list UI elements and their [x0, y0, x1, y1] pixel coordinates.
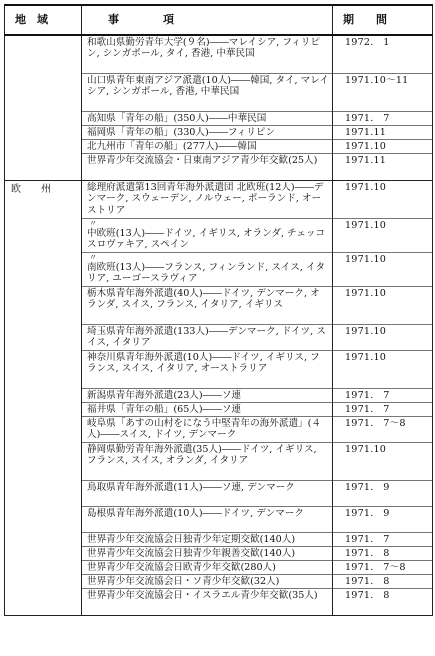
europe-dates-cell — [333, 181, 433, 616]
entry-date: 1971. 8 — [345, 590, 390, 601]
europe-items-cell — [82, 181, 333, 616]
asia-group-row — [5, 35, 433, 181]
header-region: 地 域 — [5, 5, 82, 35]
entry-text: 岐阜県「あすの山村をになう中堅青年の海外派遣」(４人)――スイス, ドイツ, デンマーク — [82, 417, 332, 443]
entry-date: 1971.10 — [333, 287, 432, 325]
entry-text: 鳥取県青年海外派遣(11人)――ソ連, デンマーク — [82, 481, 332, 507]
entry-date: 1971.10 — [333, 253, 432, 287]
entry-date: 1971.10 — [333, 219, 432, 253]
entry-text: 〃 中欧班(13人)――ドイツ, イギリス, オランダ, チェッコスロヴァキア, スペイン — [82, 219, 332, 253]
entry-text: 世界青少年交流協会日・ソ青少年交歓(32人) — [82, 575, 332, 589]
entry-date: 1971. 8 — [333, 575, 432, 589]
header-item: 事 項 — [82, 5, 333, 35]
entry-date: 1971. 7 — [333, 533, 432, 547]
entry-text: 北九州市「青年の船」(277人)――韓国 — [82, 140, 332, 154]
entry-date: 1972. 1 — [333, 36, 432, 74]
entry-text: 総理府派遣第13回青年海外派遣団 北欧班(12人)――デンマーク, スウェーデン, ノルウェー, ポーランド, オーストリア — [82, 181, 332, 219]
entry-date: 1971.10 — [333, 140, 432, 154]
entry-text: 世界青少年交流協会日独青少年親善交歓(140人) — [82, 547, 332, 561]
entry-date: 1971. 7 — [333, 389, 432, 403]
entry-text: 福岡県「青年の船」(330人)――フィリピン — [82, 126, 332, 140]
entry-text: 〃 南欧班(13人)――フランス, フィンランド, スイス, イタリア, ユーゴースラヴィア — [82, 253, 332, 287]
entry-date: 1971.10 — [333, 325, 432, 351]
entry-text: 世界青少年交流協会日・イスラエル青少年交歓(35人) — [87, 590, 318, 601]
entry-text: 埼玉県青年海外派遣(133人)――デンマーク, ドイツ, スイス, イタリア — [82, 325, 332, 351]
ditto-mark: 〃 — [89, 219, 97, 228]
asia-items-cell — [82, 35, 333, 181]
entry-text: 高知県「青年の船」(350人)――中華民国 — [82, 112, 332, 126]
asia-region-cell — [5, 35, 82, 181]
entry-date: 1971.11 — [345, 155, 387, 166]
entry-text: 新潟県青年海外派遣(23人)――ソ連 — [82, 389, 332, 403]
exchange-table — [4, 4, 433, 616]
entry-date: 1971.11 — [333, 126, 432, 140]
entry-text: 静岡県勤労青年海外派遣(35人)――ドイツ, イギリス, フランス, スイス, オランダ, イタリア — [82, 443, 332, 481]
entry-text: 世界青少年交流協会日欧青少年交歓(280人) — [82, 561, 332, 575]
entry-date: 1971. 8 — [333, 547, 432, 561]
europe-region-label: 欧 州 — [11, 184, 51, 195]
table-header-row — [5, 5, 433, 35]
entry-date: 1971.10〜11 — [333, 74, 432, 112]
entry-text: 山口県青年東南アジア派遣(10人)――韓国, タイ, マレイシア, シンガポール, 香港, 中華民国 — [82, 74, 332, 112]
entry-date: 1971.10 — [333, 351, 432, 389]
entry-date: 1971. 7〜8 — [333, 561, 432, 575]
entry-text: 福井県「青年の船」(65人)――ソ連 — [82, 403, 332, 417]
entry-text: 世界青少年交流協会日独青少年定期交歓(140人) — [82, 533, 332, 547]
europe-region-cell — [5, 181, 82, 616]
entry-date: 1971. 9 — [333, 507, 432, 533]
entry-date: 1971. 7 — [333, 403, 432, 417]
europe-group-row — [5, 181, 433, 616]
header-period: 期 間 — [333, 5, 433, 35]
entry-text: 神奈川県青年海外派遣(10人)――ドイツ, イギリス, フランス, スイス, イタリア, オーストラリア — [82, 351, 332, 389]
entry-date: 1971. 9 — [333, 481, 432, 507]
entry-text: 和歌山県勤労青年大学(９名)――マレイシア, フィリピン, シンガポール, タイ, 香港, 中華民国 — [82, 36, 332, 74]
entry-text: 栃木県青年海外派遣(40人)――ドイツ, デンマーク, オランダ, スイス, フランス, イタリア, イギリス — [82, 287, 332, 325]
entry-text: 世界青少年交流協会・日東南アジア青少年交歓(25人) — [87, 155, 318, 166]
entry-date: 1971. 7 — [333, 112, 432, 126]
asia-dates-cell — [333, 35, 433, 181]
entry-date: 1971.10 — [333, 181, 432, 219]
entry-date: 1971.10 — [333, 443, 432, 481]
entry-text: 島根県青年海外派遣(10人)――ドイツ, デンマーク — [82, 507, 332, 533]
ditto-mark: 〃 — [89, 253, 97, 262]
entry-date: 1971. 7〜8 — [333, 417, 432, 443]
